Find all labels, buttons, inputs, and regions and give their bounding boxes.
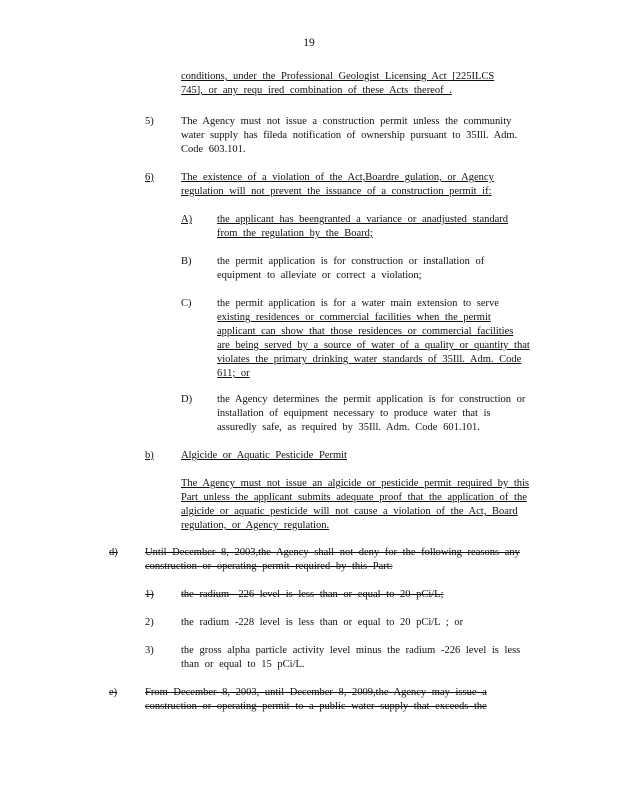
item-d2-paragraph	[181, 616, 541, 630]
item-6b-marker: B)	[181, 256, 192, 267]
intro-paragraph	[181, 70, 541, 98]
item-6d-marker: D)	[181, 394, 193, 405]
text-line: violates the primary drinking water standards of 35Ill. Adm. Code	[217, 354, 522, 365]
text-line: The Agency must not issue an algicide or pesticide permit required by this	[181, 478, 530, 489]
item-d-paragraph	[145, 546, 545, 574]
text-line: From December 8, 2003, until December 8, 2009,the Agency may issue a	[145, 687, 487, 698]
text-line: the radium -228 level is less than or equal to 20 pCi/L ; or	[181, 617, 464, 628]
text-line: existing residences or commercial facilities when the permit	[217, 312, 491, 323]
text-line: water supply has fileda notification of ownership pursuant to 35Ill. Adm.	[181, 130, 518, 141]
item-e-paragraph	[145, 686, 545, 714]
text-line: The Agency must not issue a construction permit unless the community	[181, 116, 512, 127]
text-line: installation of equipment necessary to produce water that is	[217, 408, 491, 419]
text-line: The existence of a violation of the Act,Boardre gulation, or Agency	[181, 172, 494, 183]
item-5-paragraph	[181, 115, 541, 157]
item-b-paragraph	[181, 477, 541, 533]
text-line: assuredly safe, as required by 35Ill. Adm. Code 601.101.	[217, 422, 480, 433]
item-6d-paragraph	[217, 393, 547, 435]
text-line: Part unless the applicant submits adequate proof that the application of the	[181, 492, 527, 503]
text-line: from the regulation by the Board;	[217, 228, 373, 239]
text-line: the permit application is for a water main extension to serve	[217, 298, 499, 309]
item-d-marker: d)	[109, 547, 118, 558]
text-line: the permit application is for construction or installation of	[217, 256, 485, 267]
text-line: than or equal to 15 pCi/L.	[181, 659, 305, 670]
text-line: the gross alpha particle activity level minus the radium -226 level is less	[181, 645, 521, 656]
item-6-paragraph	[181, 171, 541, 199]
item-d3-marker: 3)	[145, 645, 154, 656]
text-line: construction or operating permit to a public water supply that exceeds the	[145, 701, 487, 712]
text-line: applicant can show that those residences or commercial facilities	[217, 326, 514, 337]
item-b-heading: Algicide or Aquatic Pesticide Permit	[181, 450, 347, 461]
text-line: the Agency determines the permit application is for construction or	[217, 394, 526, 405]
text-line: regulation will not prevent the issuance of a construction permit if:	[181, 186, 492, 197]
text-line: 611; or	[217, 368, 250, 379]
text-line: conditions, under the Professional Geologist Licensing Act [225ILCS	[181, 71, 495, 82]
text-line: are being served by a source of water of a quality or quantity that	[217, 340, 530, 351]
text-line: Code 603.101.	[181, 144, 246, 155]
item-e-marker: e)	[109, 687, 118, 698]
item-d1-marker: 1)	[145, 589, 154, 600]
text-line: the radium -226 level is less than or equal to 20 pCi/L;	[181, 589, 444, 600]
page-number: 19	[303, 37, 315, 49]
item-6c-paragraph	[217, 297, 542, 381]
item-d2-marker: 2)	[145, 617, 154, 628]
item-5-marker: 5)	[145, 116, 154, 127]
text-line: 745], or any requ ired combination of these Acts thereof .	[181, 85, 452, 96]
item-6a-paragraph	[217, 213, 542, 241]
item-6a-marker: A)	[181, 214, 193, 225]
item-d3-paragraph	[181, 644, 541, 672]
text-line: algicide or aquatic pesticide will not cause a violation of the Act, Board	[181, 506, 518, 517]
text-line: the applicant has beengranted a variance or anadjusted standard	[217, 214, 509, 225]
item-6c-marker: C)	[181, 298, 192, 309]
item-6b-paragraph	[217, 255, 542, 283]
item-6-marker: 6)	[145, 172, 154, 183]
text-line: Until December 8, 2003,the Agency shall not deny for the following reasons any	[145, 547, 520, 558]
item-d1-paragraph	[181, 588, 541, 602]
text-line: regulation, or Agency regulation.	[181, 520, 330, 531]
text-line: equipment to alleviate or correct a violation;	[217, 270, 422, 281]
item-b-marker: b)	[145, 450, 154, 461]
text-line: construction or operating permit required by this Part:	[145, 561, 393, 572]
